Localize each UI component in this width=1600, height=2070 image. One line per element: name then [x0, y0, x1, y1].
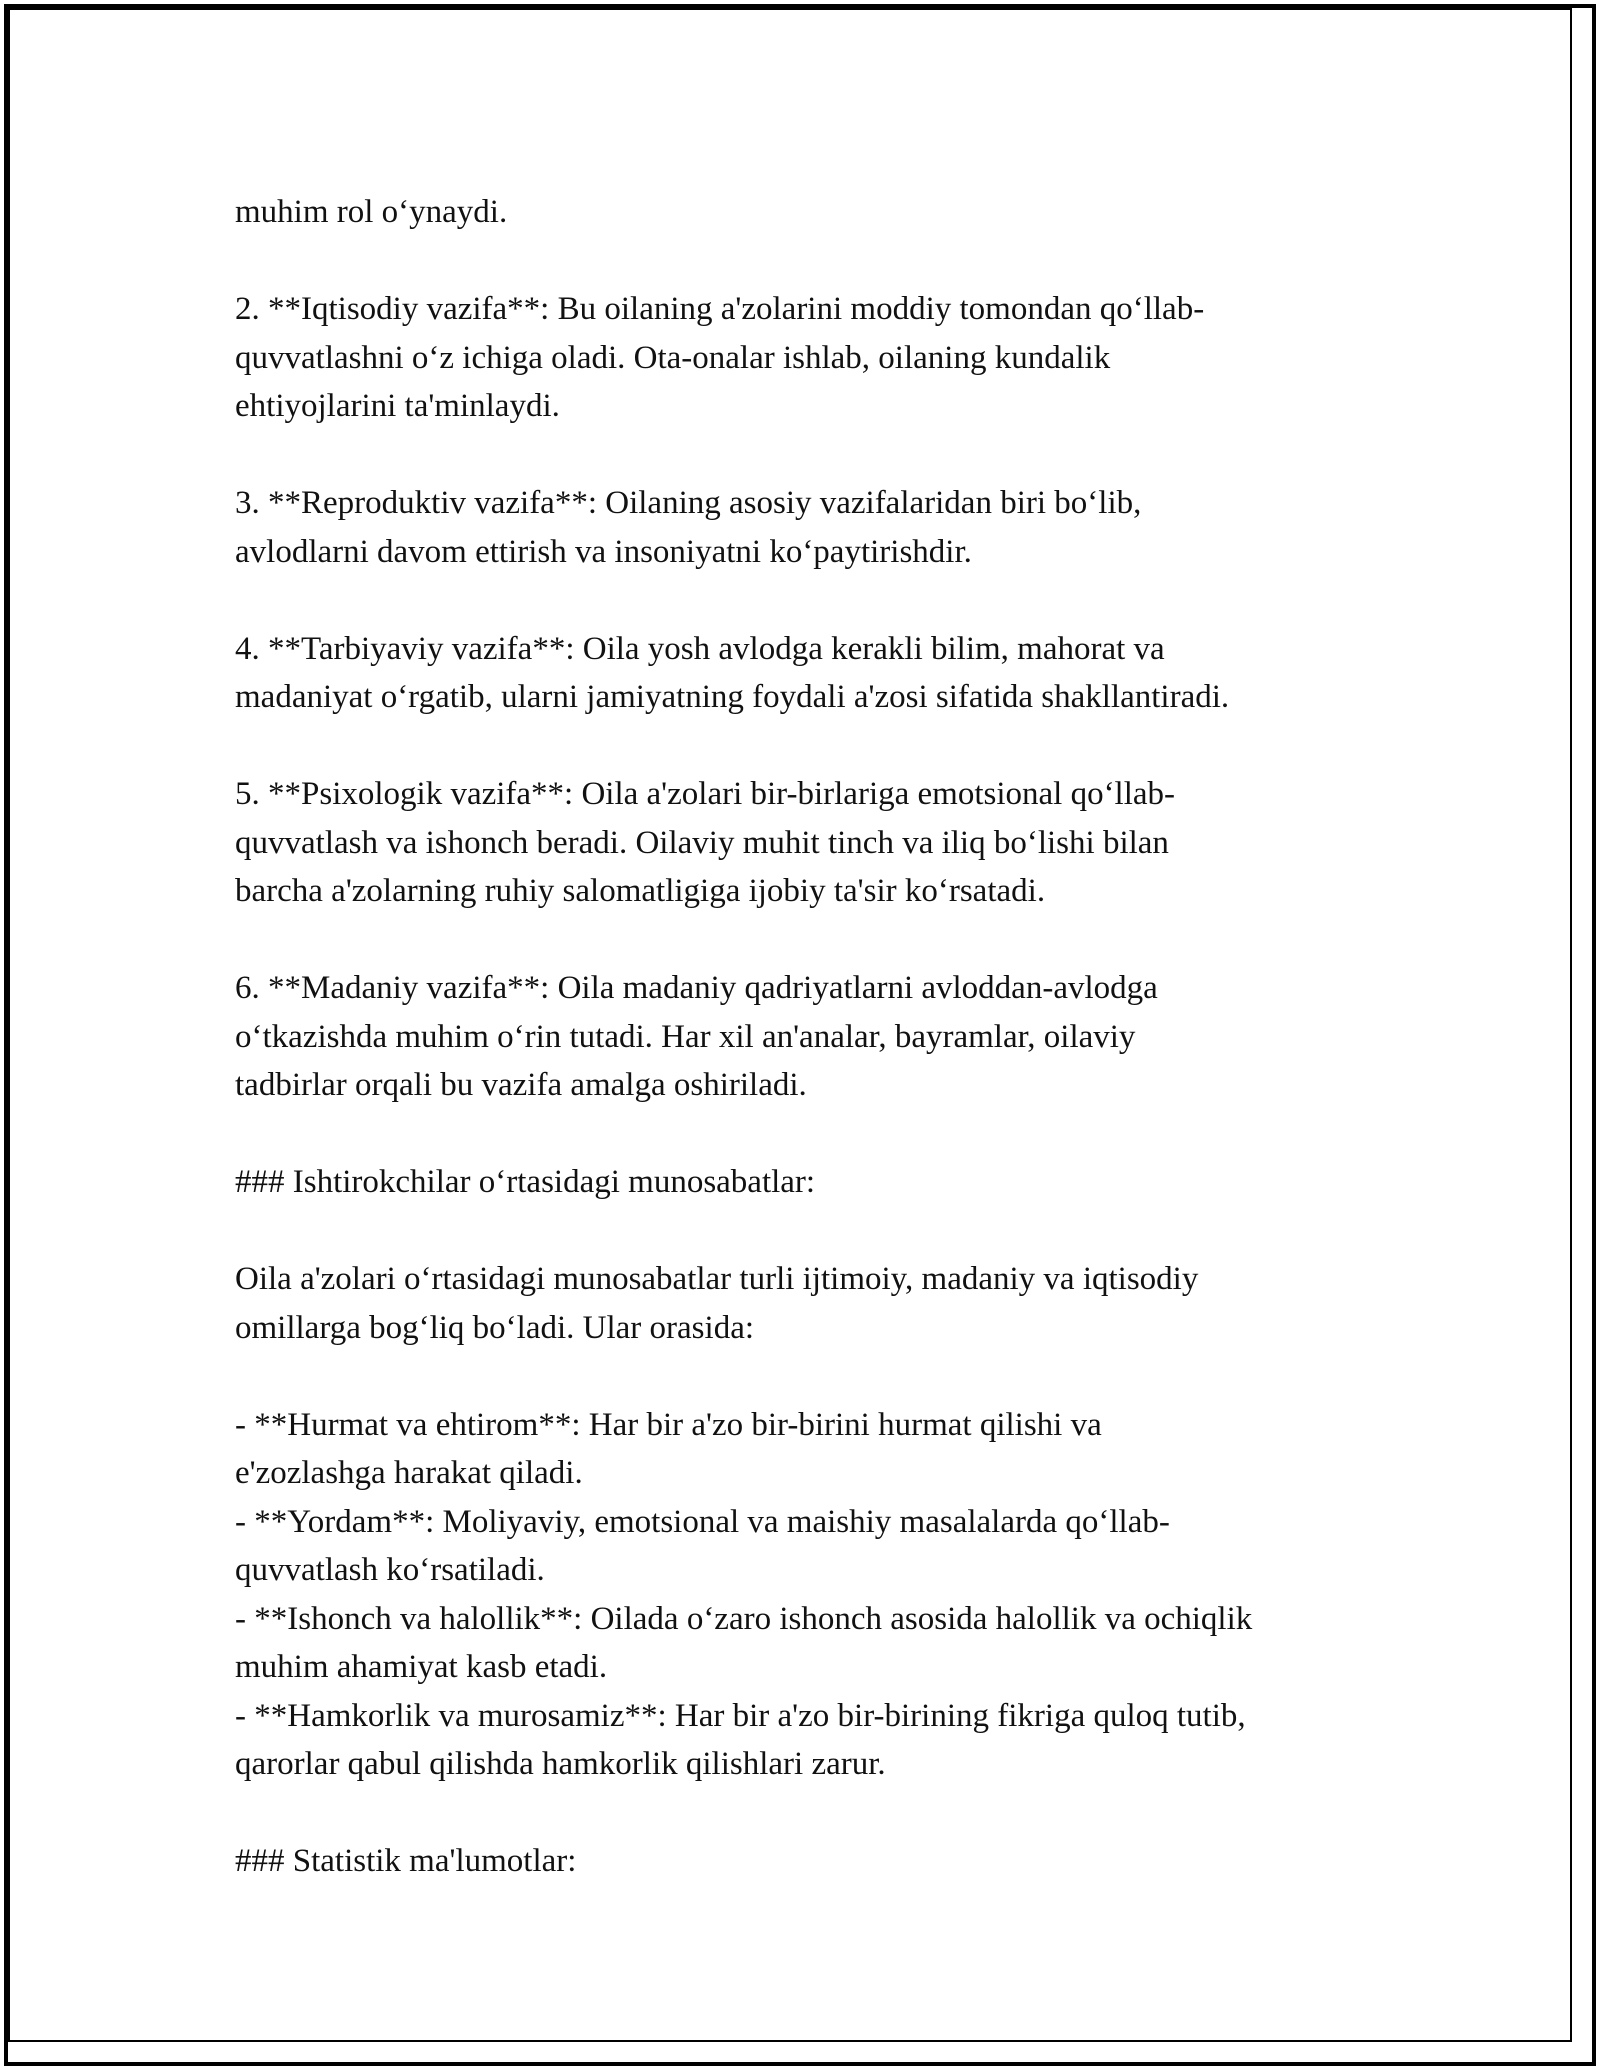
bullet-line: quvvatlash ko‘rsatiladi.	[235, 1552, 545, 1588]
list-item-cultural-function	[235, 964, 1405, 1110]
text-line: quvvatlash va ishonch beradi. Oilaviy muhit tinch va iliq bo‘lishi bilan	[235, 824, 1169, 861]
text-line: avlodlarni davom ettirish va insoniyatni ko‘paytirishdir.	[235, 533, 972, 570]
list-item-psychological-function	[235, 770, 1405, 916]
text-line: madaniyat o‘rgatib, ularni jamiyatning foydali a'zosi sifatida shakllantiradi.	[235, 679, 1230, 715]
bullet-line: - **Yordam**: Moliyaviy, emotsional va maishiy masalalarda qo‘llab-	[235, 1503, 1170, 1540]
bullet-line: - **Ishonch va halollik**: Oilada o‘zaro ishonch asosida halollik va ochiqlik	[235, 1600, 1253, 1637]
text-line: 2. **Iqtisodiy vazifa**: Bu oilaning a'zolarini moddiy tomondan qo‘llab-	[235, 291, 1205, 327]
text-line: quvvatlashni o‘z ichiga oladi. Ota-onalar ishlab, oilaning kundalik	[235, 339, 1111, 376]
text-line: 4. **Tarbiyaviy vazifa**: Oila yosh avlodga kerakli bilim, mahorat va	[235, 630, 1165, 667]
list-item-reproductive-function	[235, 479, 1405, 576]
list-item-economic-function	[235, 285, 1405, 431]
list-item-educational-function	[235, 625, 1405, 722]
section-heading-relationships	[235, 1158, 1405, 1207]
document-body	[235, 188, 1405, 1934]
heading-text: ### Statistik ma'lumotlar:	[235, 1843, 577, 1879]
text-line: muhim rol o‘ynaydi.	[235, 194, 508, 230]
bullet-list-relationships	[235, 1401, 1405, 1789]
bullet-line: e'zozlashga harakat qiladi.	[235, 1455, 583, 1491]
text-line: barcha a'zolarning ruhiy salomatligiga ijobiy ta'sir ko‘rsatadi.	[235, 873, 1046, 909]
text-line: tadbirlar orqali bu vazifa amalga oshiriladi.	[235, 1067, 807, 1103]
bullet-line: - **Hamkorlik va murosamiz**: Har bir a'zo bir-birining fikriga quloq tutib,	[235, 1697, 1246, 1734]
bullet-line: - **Hurmat va ehtirom**: Har bir a'zo bir-birini hurmat qilishi va	[235, 1406, 1102, 1443]
section-heading-statistics	[235, 1837, 1405, 1886]
text-line: ehtiyojlarini ta'minlaydi.	[235, 388, 560, 424]
text-line: omillarga bog‘liq bo‘ladi. Ular orasida:	[235, 1309, 755, 1346]
text-line: 3. **Reproduktiv vazifa**: Oilaning asosiy vazifalaridan biri bo‘lib,	[235, 485, 1142, 521]
text-line: o‘tkazishda muhim o‘rin tutadi. Har xil an'analar, bayramlar, oilaviy	[235, 1018, 1136, 1055]
text-line: Oila a'zolari o‘rtasidagi munosabatlar turli ijtimoiy, madaniy va iqtisodiy	[235, 1261, 1199, 1297]
paragraph-relationships-intro	[235, 1255, 1405, 1352]
heading-text: ### Ishtirokchilar o‘rtasidagi munosabatlar:	[235, 1164, 816, 1200]
bullet-line: muhim ahamiyat kasb etadi.	[235, 1649, 608, 1685]
text-line: 5. **Psixologik vazifa**: Oila a'zolari bir-birlariga emotsional qo‘llab-	[235, 776, 1176, 812]
paragraph-continuation	[235, 188, 1405, 237]
bullet-line: qarorlar qabul qilishda hamkorlik qilishlari zarur.	[235, 1746, 886, 1782]
text-line: 6. **Madaniy vazifa**: Oila madaniy qadriyatlarni avloddan-avlodga	[235, 970, 1158, 1006]
